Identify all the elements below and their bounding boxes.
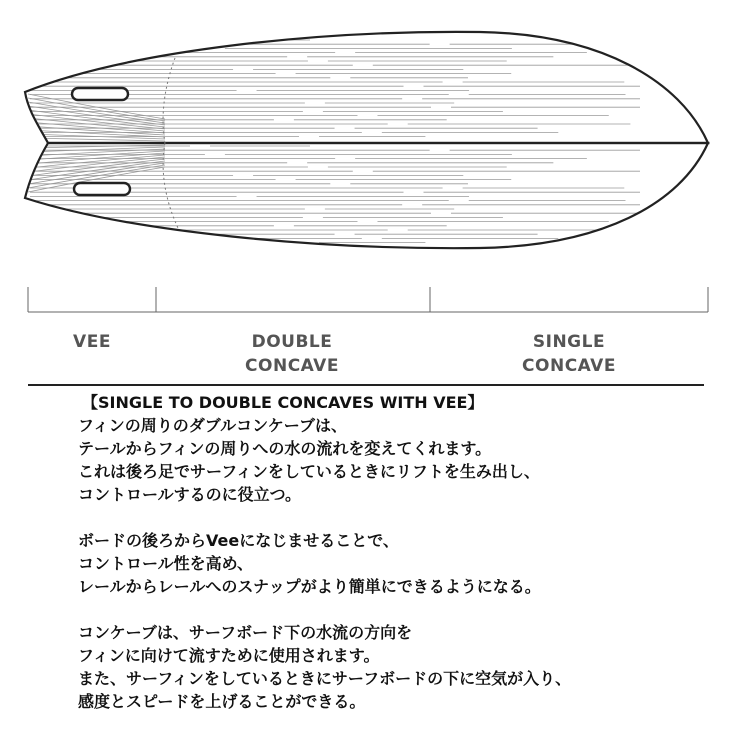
description-line: フィンに向けて流すために使用されます。 — [78, 646, 380, 665]
description-paragraph — [78, 529, 718, 598]
description-line: コントロール性を高め、 — [78, 554, 254, 573]
zone-label-vee — [30, 330, 154, 354]
vee-boundary-bottom — [163, 143, 178, 228]
fin-bottom — [74, 183, 130, 195]
zone-label-line: DOUBLE — [251, 332, 333, 352]
vee-boundary-top — [163, 58, 175, 143]
description-paragraph — [78, 621, 718, 713]
zone-label-line: VEE — [73, 332, 111, 352]
fin-top — [72, 88, 128, 100]
zone-label-line: SINGLE — [532, 332, 606, 352]
description-line: 感度とスピードを上げることができる。 — [78, 692, 366, 711]
surfboard-bottom-illustration — [0, 0, 730, 270]
description-line: これは後ろ足でサーフィンをしているときにリフトを生み出し、 — [78, 462, 540, 481]
description-line: フィンの周りのダブルコンケーブは、 — [78, 416, 347, 435]
description-heading: 【SINGLE TO DOUBLE CONCAVES WITH VEE】 — [82, 393, 484, 412]
zone-label-line: CONCAVE — [245, 356, 339, 376]
zone-label-double-concave — [156, 330, 428, 378]
zone-label-line: CONCAVE — [522, 356, 616, 376]
zone-label-single-concave — [430, 330, 708, 378]
description-block — [78, 391, 718, 713]
description-line: テールからフィンの周りへの水の流れを変えてくれます。 — [78, 439, 492, 458]
description-line: コンケーブは、サーフボード下の水流の方向を — [78, 623, 413, 642]
description-paragraph — [78, 414, 718, 506]
description-line: レールからレールへのスナップがより簡単にできるようになる。 — [78, 577, 541, 596]
section-divider — [28, 384, 704, 386]
description-line: コントロールするのに役立つ。 — [78, 485, 302, 504]
zone-scale-bar — [0, 280, 730, 320]
description-line: また、サーフィンをしているときにサーフボードの下に空気が入り、 — [78, 669, 572, 688]
description-line: ボードの後ろからVeeになじませることで、 — [78, 531, 399, 550]
